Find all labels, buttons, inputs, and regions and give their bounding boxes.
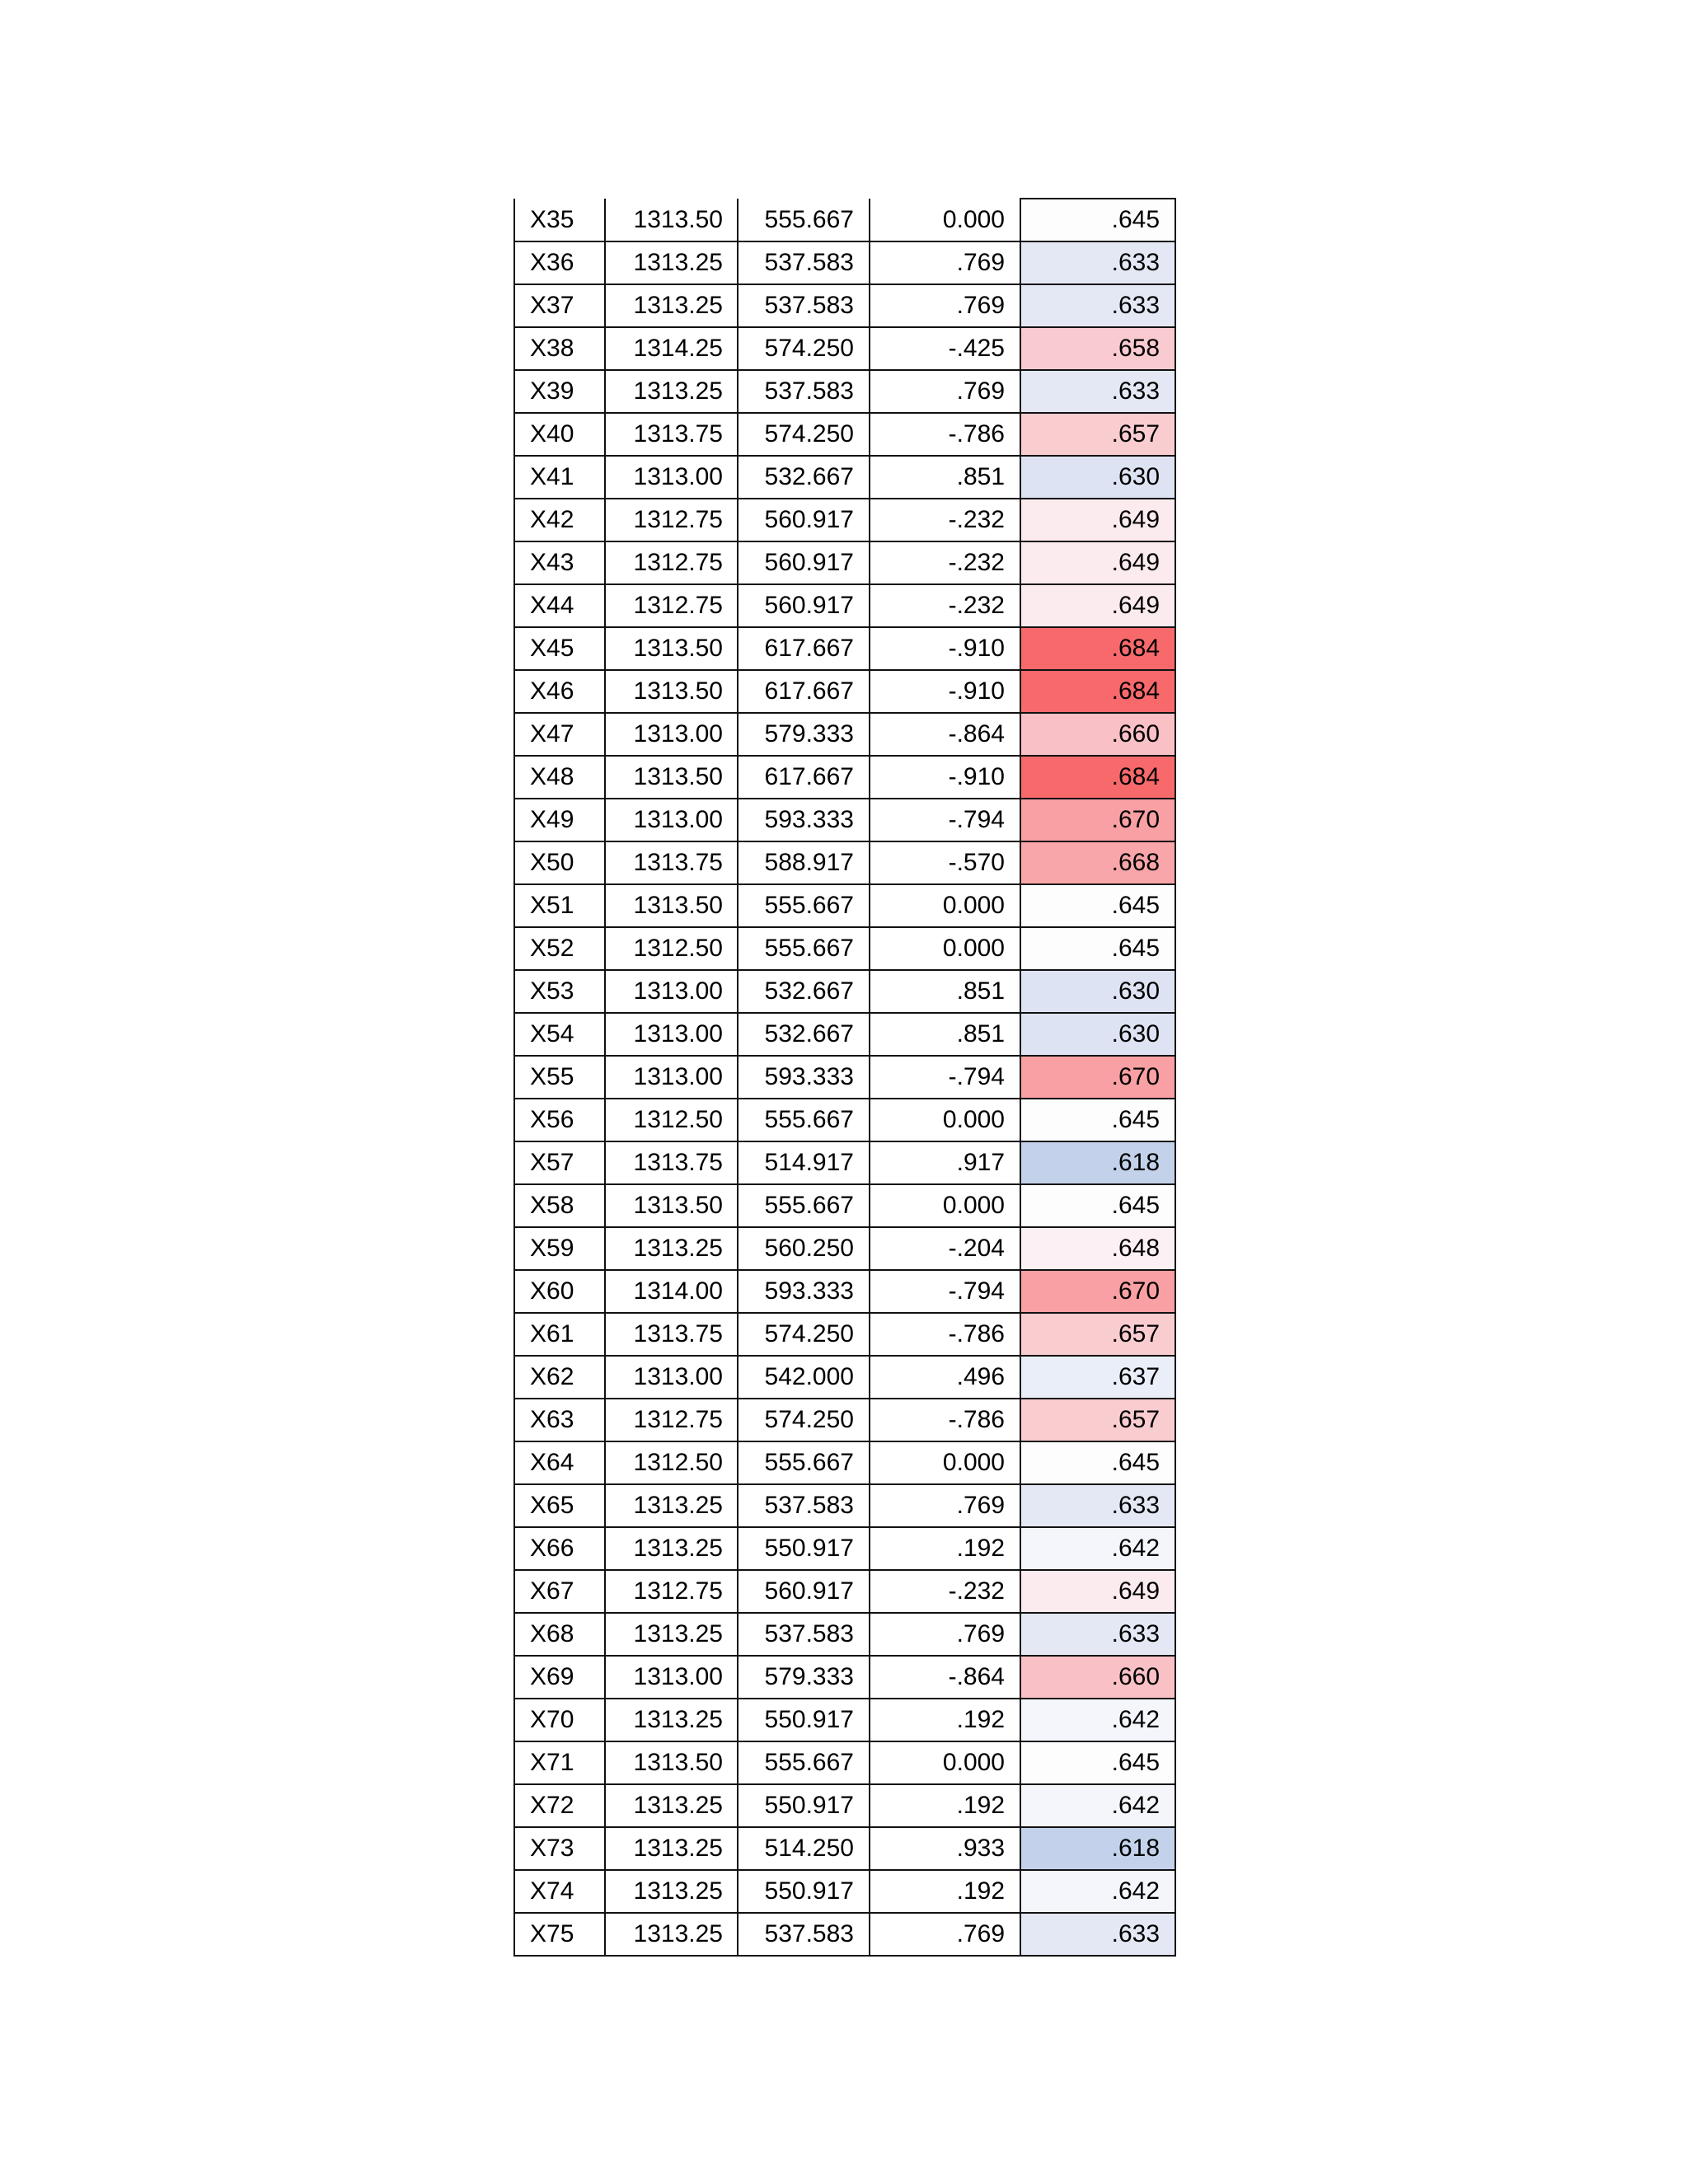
heatmap-value-cell: .649	[1020, 541, 1175, 584]
table-row	[514, 284, 1175, 327]
table-row	[514, 1527, 1175, 1570]
table-row	[514, 627, 1175, 670]
value-b-cell: 593.333	[738, 799, 870, 841]
value-c-cell: 0.000	[870, 1441, 1020, 1484]
value-b-cell: 555.667	[738, 199, 870, 241]
heatmap-value-cell: .633	[1020, 241, 1175, 284]
row-label-cell: X73	[514, 1827, 605, 1870]
value-c-cell: 0.000	[870, 1184, 1020, 1227]
value-c-cell: -.864	[870, 1656, 1020, 1699]
heatmap-value-cell: .642	[1020, 1699, 1175, 1741]
value-b-cell: 537.583	[738, 370, 870, 413]
row-label-cell: X74	[514, 1870, 605, 1913]
value-a-cell: 1313.25	[605, 1913, 738, 1956]
heatmap-value-cell: .618	[1020, 1827, 1175, 1870]
value-b-cell: 555.667	[738, 1741, 870, 1784]
value-a-cell: 1312.75	[605, 499, 738, 541]
table-row	[514, 1013, 1175, 1056]
table-row	[514, 841, 1175, 884]
value-c-cell: -.786	[870, 1399, 1020, 1441]
value-c-cell: 0.000	[870, 199, 1020, 241]
row-label-cell: X68	[514, 1613, 605, 1656]
row-label-cell: X60	[514, 1270, 605, 1313]
table-row	[514, 1570, 1175, 1613]
value-c-cell: -.786	[870, 1313, 1020, 1356]
value-a-cell: 1313.25	[605, 1613, 738, 1656]
value-a-cell: 1313.00	[605, 456, 738, 499]
value-a-cell: 1313.25	[605, 1699, 738, 1741]
value-a-cell: 1313.25	[605, 241, 738, 284]
value-a-cell: 1313.25	[605, 1784, 738, 1827]
row-label-cell: X53	[514, 970, 605, 1013]
value-c-cell: -.786	[870, 413, 1020, 456]
value-a-cell: 1313.50	[605, 670, 738, 713]
value-c-cell: .769	[870, 1484, 1020, 1527]
value-c-cell: -.232	[870, 584, 1020, 627]
row-label-cell: X43	[514, 541, 605, 584]
value-b-cell: 514.917	[738, 1141, 870, 1184]
table-row	[514, 413, 1175, 456]
value-b-cell: 514.250	[738, 1827, 870, 1870]
value-a-cell: 1312.50	[605, 1099, 738, 1141]
value-a-cell: 1313.25	[605, 284, 738, 327]
value-c-cell: .769	[870, 370, 1020, 413]
value-a-cell: 1313.50	[605, 199, 738, 241]
value-c-cell: -.232	[870, 541, 1020, 584]
table-row	[514, 799, 1175, 841]
row-label-cell: X51	[514, 884, 605, 927]
table-row	[514, 584, 1175, 627]
value-c-cell: -.910	[870, 670, 1020, 713]
table-row	[514, 756, 1175, 799]
heatmap-value-cell: .642	[1020, 1784, 1175, 1827]
row-label-cell: X40	[514, 413, 605, 456]
value-b-cell: 532.667	[738, 1013, 870, 1056]
value-b-cell: 617.667	[738, 756, 870, 799]
value-b-cell: 555.667	[738, 1099, 870, 1141]
row-label-cell: X39	[514, 370, 605, 413]
row-label-cell: X61	[514, 1313, 605, 1356]
table-row	[514, 456, 1175, 499]
value-b-cell: 550.917	[738, 1699, 870, 1741]
table-row	[514, 1484, 1175, 1527]
heatmap-value-cell: .670	[1020, 1056, 1175, 1099]
value-b-cell: 560.917	[738, 584, 870, 627]
table-row	[514, 1741, 1175, 1784]
heatmap-value-cell: .645	[1020, 1184, 1175, 1227]
value-b-cell: 550.917	[738, 1784, 870, 1827]
value-c-cell: .851	[870, 456, 1020, 499]
value-b-cell: 574.250	[738, 413, 870, 456]
data-table	[513, 198, 1176, 1957]
row-label-cell: X54	[514, 1013, 605, 1056]
table-row	[514, 713, 1175, 756]
value-a-cell: 1313.25	[605, 1484, 738, 1527]
row-label-cell: X55	[514, 1056, 605, 1099]
row-label-cell: X45	[514, 627, 605, 670]
heatmap-value-cell: .645	[1020, 927, 1175, 970]
table-row	[514, 241, 1175, 284]
value-a-cell: 1313.75	[605, 413, 738, 456]
value-b-cell: 579.333	[738, 1656, 870, 1699]
heatmap-value-cell: .684	[1020, 756, 1175, 799]
row-label-cell: X75	[514, 1913, 605, 1956]
value-c-cell: 0.000	[870, 884, 1020, 927]
row-label-cell: X69	[514, 1656, 605, 1699]
value-a-cell: 1313.25	[605, 370, 738, 413]
table-row	[514, 1184, 1175, 1227]
value-c-cell: .933	[870, 1827, 1020, 1870]
value-b-cell: 537.583	[738, 1613, 870, 1656]
table-row	[514, 1870, 1175, 1913]
value-b-cell: 560.917	[738, 541, 870, 584]
value-c-cell: .769	[870, 284, 1020, 327]
value-b-cell: 537.583	[738, 1484, 870, 1527]
value-a-cell: 1313.50	[605, 884, 738, 927]
table-row	[514, 1313, 1175, 1356]
value-c-cell: .192	[870, 1784, 1020, 1827]
heatmap-value-cell: .633	[1020, 284, 1175, 327]
value-a-cell: 1312.75	[605, 541, 738, 584]
row-label-cell: X65	[514, 1484, 605, 1527]
value-b-cell: 542.000	[738, 1356, 870, 1399]
value-c-cell: .192	[870, 1527, 1020, 1570]
table-row	[514, 1827, 1175, 1870]
row-label-cell: X63	[514, 1399, 605, 1441]
value-a-cell: 1313.00	[605, 799, 738, 841]
value-c-cell: -.425	[870, 327, 1020, 370]
value-c-cell: .496	[870, 1356, 1020, 1399]
heatmap-value-cell: .670	[1020, 1270, 1175, 1313]
row-label-cell: X36	[514, 241, 605, 284]
table-row	[514, 1441, 1175, 1484]
value-a-cell: 1314.25	[605, 327, 738, 370]
value-a-cell: 1313.75	[605, 1141, 738, 1184]
value-b-cell: 574.250	[738, 327, 870, 370]
value-b-cell: 555.667	[738, 884, 870, 927]
heatmap-value-cell: .657	[1020, 1399, 1175, 1441]
value-b-cell: 555.667	[738, 1441, 870, 1484]
value-a-cell: 1313.00	[605, 970, 738, 1013]
row-label-cell: X46	[514, 670, 605, 713]
value-c-cell: .769	[870, 1913, 1020, 1956]
value-a-cell: 1313.50	[605, 627, 738, 670]
table-row	[514, 670, 1175, 713]
heatmap-value-cell: .684	[1020, 670, 1175, 713]
row-label-cell: X47	[514, 713, 605, 756]
heatmap-value-cell: .645	[1020, 884, 1175, 927]
value-b-cell: 574.250	[738, 1313, 870, 1356]
value-b-cell: 532.667	[738, 970, 870, 1013]
table-row	[514, 884, 1175, 927]
value-c-cell: -.794	[870, 1056, 1020, 1099]
row-label-cell: X66	[514, 1527, 605, 1570]
heatmap-value-cell: .657	[1020, 413, 1175, 456]
heatmap-value-cell: .645	[1020, 199, 1175, 241]
table-body	[514, 199, 1175, 1956]
table-row	[514, 927, 1175, 970]
row-label-cell: X52	[514, 927, 605, 970]
row-label-cell: X64	[514, 1441, 605, 1484]
row-label-cell: X58	[514, 1184, 605, 1227]
heatmap-value-cell: .645	[1020, 1099, 1175, 1141]
heatmap-value-cell: .637	[1020, 1356, 1175, 1399]
row-label-cell: X38	[514, 327, 605, 370]
value-c-cell: .192	[870, 1699, 1020, 1741]
value-a-cell: 1312.75	[605, 584, 738, 627]
table-row	[514, 1656, 1175, 1699]
row-label-cell: X44	[514, 584, 605, 627]
value-a-cell: 1313.00	[605, 1056, 738, 1099]
row-label-cell: X72	[514, 1784, 605, 1827]
table-row	[514, 370, 1175, 413]
value-b-cell: 579.333	[738, 713, 870, 756]
value-b-cell: 593.333	[738, 1056, 870, 1099]
value-a-cell: 1313.00	[605, 1656, 738, 1699]
value-b-cell: 550.917	[738, 1870, 870, 1913]
value-c-cell: .769	[870, 241, 1020, 284]
value-a-cell: 1313.00	[605, 1356, 738, 1399]
heatmap-value-cell: .633	[1020, 1613, 1175, 1656]
value-b-cell: 537.583	[738, 241, 870, 284]
value-b-cell: 560.917	[738, 499, 870, 541]
value-c-cell: -.794	[870, 1270, 1020, 1313]
row-label-cell: X59	[514, 1227, 605, 1270]
value-c-cell: -.910	[870, 756, 1020, 799]
value-a-cell: 1313.00	[605, 713, 738, 756]
heatmap-value-cell: .648	[1020, 1227, 1175, 1270]
heatmap-value-cell: .633	[1020, 370, 1175, 413]
heatmap-value-cell: .658	[1020, 327, 1175, 370]
value-a-cell: 1312.75	[605, 1570, 738, 1613]
value-b-cell: 555.667	[738, 1184, 870, 1227]
row-label-cell: X49	[514, 799, 605, 841]
value-b-cell: 560.917	[738, 1570, 870, 1613]
heatmap-value-cell: .649	[1020, 1570, 1175, 1613]
row-label-cell: X42	[514, 499, 605, 541]
row-label-cell: X35	[514, 199, 605, 241]
table-row	[514, 1356, 1175, 1399]
value-c-cell: .192	[870, 1870, 1020, 1913]
table-row	[514, 327, 1175, 370]
table-row	[514, 541, 1175, 584]
heatmap-value-cell: .645	[1020, 1741, 1175, 1784]
value-a-cell: 1312.50	[605, 927, 738, 970]
value-c-cell: -.794	[870, 799, 1020, 841]
heatmap-value-cell: .633	[1020, 1913, 1175, 1956]
row-label-cell: X41	[514, 456, 605, 499]
value-b-cell: 617.667	[738, 670, 870, 713]
heatmap-value-cell: .642	[1020, 1527, 1175, 1570]
value-a-cell: 1313.25	[605, 1227, 738, 1270]
value-c-cell: .851	[870, 970, 1020, 1013]
heatmap-value-cell: .645	[1020, 1441, 1175, 1484]
table-row	[514, 1227, 1175, 1270]
value-a-cell: 1313.75	[605, 841, 738, 884]
heatmap-value-cell: .630	[1020, 456, 1175, 499]
value-b-cell: 617.667	[738, 627, 870, 670]
row-label-cell: X67	[514, 1570, 605, 1613]
heatmap-value-cell: .642	[1020, 1870, 1175, 1913]
table-row	[514, 199, 1175, 241]
value-c-cell: .769	[870, 1613, 1020, 1656]
table-row	[514, 1784, 1175, 1827]
heatmap-value-cell: .649	[1020, 584, 1175, 627]
row-label-cell: X70	[514, 1699, 605, 1741]
table-row	[514, 1699, 1175, 1741]
value-c-cell: 0.000	[870, 1741, 1020, 1784]
table-row	[514, 1913, 1175, 1956]
value-c-cell: 0.000	[870, 927, 1020, 970]
value-a-cell: 1313.75	[605, 1313, 738, 1356]
table-row	[514, 1270, 1175, 1313]
row-label-cell: X56	[514, 1099, 605, 1141]
heatmap-value-cell: .618	[1020, 1141, 1175, 1184]
heatmap-value-cell: .657	[1020, 1313, 1175, 1356]
value-c-cell: -.204	[870, 1227, 1020, 1270]
table-row	[514, 1056, 1175, 1099]
value-b-cell: 560.250	[738, 1227, 870, 1270]
value-a-cell: 1313.50	[605, 1184, 738, 1227]
table-row	[514, 1141, 1175, 1184]
table-row	[514, 970, 1175, 1013]
heatmap-value-cell: .670	[1020, 799, 1175, 841]
value-b-cell: 550.917	[738, 1527, 870, 1570]
value-a-cell: 1313.25	[605, 1527, 738, 1570]
value-b-cell: 555.667	[738, 927, 870, 970]
value-c-cell: -.570	[870, 841, 1020, 884]
heatmap-value-cell: .630	[1020, 1013, 1175, 1056]
heatmap-value-cell: .668	[1020, 841, 1175, 884]
table-row	[514, 1613, 1175, 1656]
row-label-cell: X62	[514, 1356, 605, 1399]
table-row	[514, 499, 1175, 541]
value-a-cell: 1313.50	[605, 1741, 738, 1784]
value-a-cell: 1313.25	[605, 1870, 738, 1913]
row-label-cell: X37	[514, 284, 605, 327]
row-label-cell: X50	[514, 841, 605, 884]
row-label-cell: X48	[514, 756, 605, 799]
value-c-cell: -.864	[870, 713, 1020, 756]
heatmap-value-cell: .660	[1020, 713, 1175, 756]
heatmap-value-cell: .630	[1020, 970, 1175, 1013]
heatmap-value-cell: .633	[1020, 1484, 1175, 1527]
value-a-cell: 1313.25	[605, 1827, 738, 1870]
row-label-cell: X57	[514, 1141, 605, 1184]
heatmap-value-cell: .660	[1020, 1656, 1175, 1699]
heatmap-value-cell: .649	[1020, 499, 1175, 541]
value-c-cell: .917	[870, 1141, 1020, 1184]
value-b-cell: 574.250	[738, 1399, 870, 1441]
value-b-cell: 593.333	[738, 1270, 870, 1313]
table-row	[514, 1399, 1175, 1441]
table-row	[514, 1099, 1175, 1141]
value-a-cell: 1314.00	[605, 1270, 738, 1313]
value-c-cell: -.910	[870, 627, 1020, 670]
value-c-cell: -.232	[870, 1570, 1020, 1613]
value-c-cell: .851	[870, 1013, 1020, 1056]
value-c-cell: 0.000	[870, 1099, 1020, 1141]
value-a-cell: 1312.50	[605, 1441, 738, 1484]
value-b-cell: 537.583	[738, 1913, 870, 1956]
value-b-cell: 588.917	[738, 841, 870, 884]
value-b-cell: 532.667	[738, 456, 870, 499]
value-a-cell: 1313.00	[605, 1013, 738, 1056]
value-b-cell: 537.583	[738, 284, 870, 327]
heatmap-value-cell: .684	[1020, 627, 1175, 670]
row-label-cell: X71	[514, 1741, 605, 1784]
value-a-cell: 1312.75	[605, 1399, 738, 1441]
value-a-cell: 1313.50	[605, 756, 738, 799]
value-c-cell: -.232	[870, 499, 1020, 541]
